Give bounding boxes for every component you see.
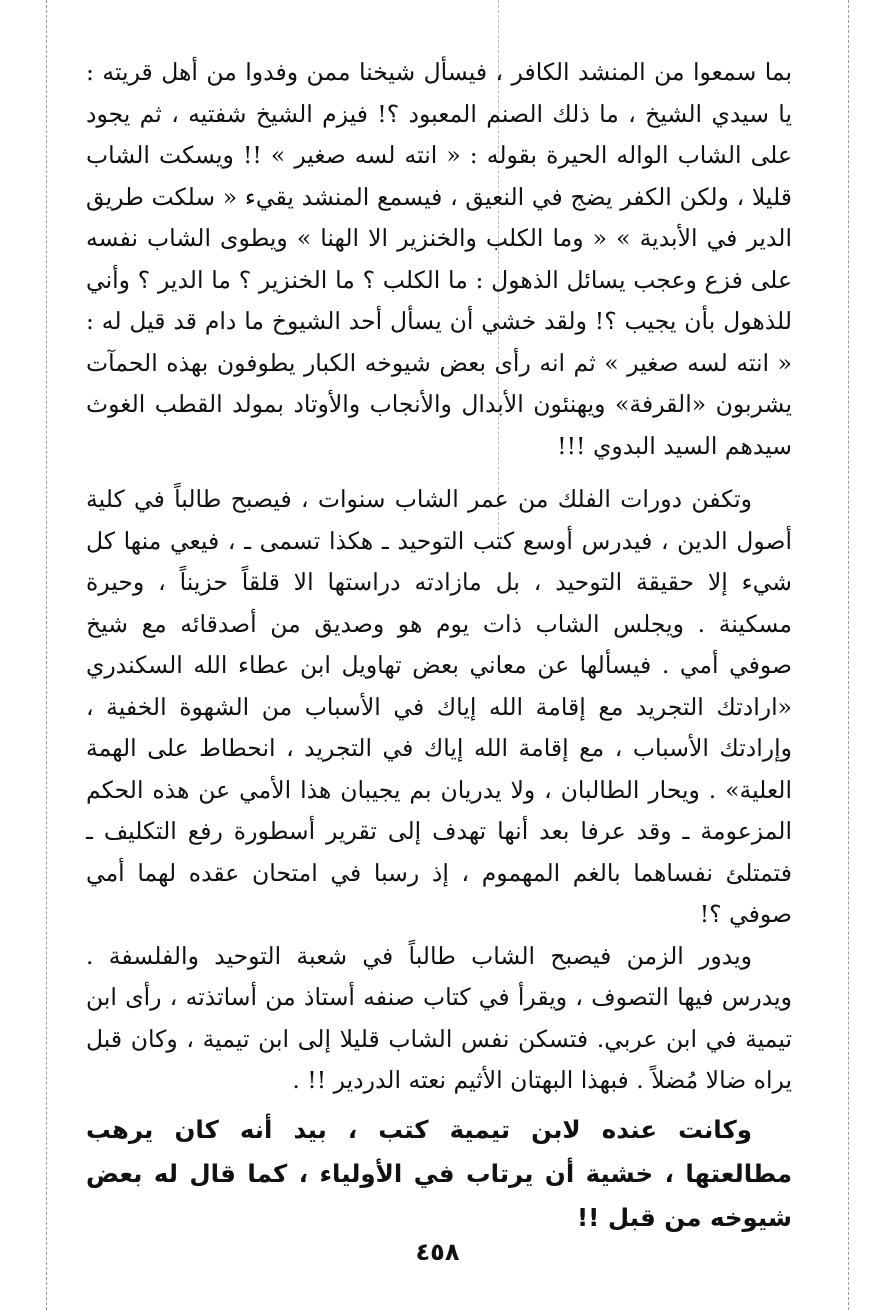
paragraph-2: وتكفن دورات الفلك من عمر الشاب سنوات ، فيصبح طالباً في كلية أصول الدين ، فيدرس أوسع كتب التوحيد ـ هكذا تسمى ـ ، فيعي منها كل شيء إلا حقيقة التوحيد ، بل مازادته دراستها الا قلقاً حزيناً ، وحيرة مسكينة . ويجلس الشاب ذات يوم هو وصديق من أصدقائه مع شيخ صوفي أمي . فيسألها عن معاني بعض تهاويل ابن عطاء الله السكندري «ارادتك التجريد مع إقامة الله إياك في الأسباب من الشهوة الخفية ، وإرادتك الأسباب ، مع إقامة الله إياك في التجريد ، انحطاط على الهمة العلية» . ويحار الطالبان ، ولا يدريان بم يجيبان هذا الأمي عن هذه الحكم المزعومة ـ وقد عرفا بعد أنها تهدف إلى تقرير أسطورة رفع التكليف ـ فتمتلئ نفساهما بالغم المهموم ، إذ رسبا في امتحان عقده لهما أمي صوفي ؟! [86,485,792,928]
paragraph-3: ويدور الزمن فيصبح الشاب طالباً في شعبة التوحيد والفلسفة . ويدرس فيها التصوف ، ويقرأ في كتاب صنفه أستاذ من أساتذته ، رأى ابن تيمية في ابن عربي. فتسكن نفس الشاب قليلا إلى ابن تيمية ، وكان قبل يراه ضالا مُضلاً . فبهذا البهتان الأثيم نعته الدردير !! . [86,941,792,1094]
page-body [86,52,792,1240]
left-margin-guide [46,0,47,1310]
paragraph-1: بما سمعوا من المنشد الكافر ، فيسأل شيخنا ممن وفدوا من أهل قريته : يا سيدي الشيخ ، ما ذلك الصنم المعبود ؟! فيزم الشيخ شفتيه ، ثم يجود على الشاب الواله الحيرة بقوله : « انته لسه صغير » !! ويسكت الشاب قليلا ، ولكن الكفر يضج في النعيق ، فيسمع المنشد يقيء « سلكت طريق الدير في الأبدية » « وما الكلب والخنزير الا الهنا » ويطوى الشاب نفسه على فزع وعجب يسائل الذهول : ما الكلب ؟ ما الخنزير ؟ ما الدير ؟ وأني للذهول بأن يجيب ؟! ولقد خشي أن يسأل أحد الشيوخ ما دام قد قيل له : « انته لسه صغير » ثم انه رأى بعض شيوخه الكبار يطوفون بهذه الحمآت يشربون «القرفة» ويهنئون الأبدال والأنجاب والأوتاد بمولد القطب الغوث سيدهم السيد البدوي !!! [86,58,792,460]
paragraph-4-bold: وكانت عنده لابن تيمية كتب ، بيد أنه كان يرهب مطالعتها ، خشية أن يرتاب في الأولياء ، كما قال له بعض شيوخه من قبل !! [86,1114,792,1232]
right-margin-guide [848,0,849,1310]
page-number: ٤٥٨ [415,1238,460,1266]
